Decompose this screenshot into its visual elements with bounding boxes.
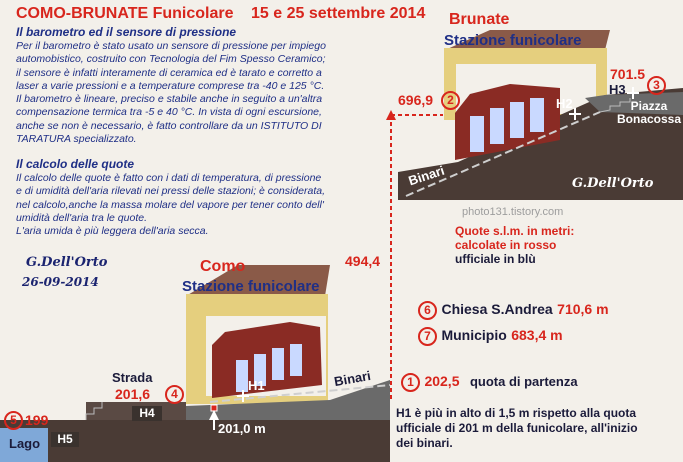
landmark-name: Municipio xyxy=(441,327,507,343)
piazza-bonacossa xyxy=(617,100,681,126)
footnote-line: dei binari. xyxy=(396,436,453,450)
text-line: L'aria umida è più leggera dell'aria secca. xyxy=(16,225,209,238)
text-line: laser a varie pressioni e a temperature comprese tra -40 e 125 °C. xyxy=(16,79,325,92)
text-line: umidità dell'aria tra le quote. xyxy=(16,211,147,224)
marker-3: 3 xyxy=(647,76,666,95)
h3-altitude: 701.5 xyxy=(610,66,646,82)
marker-1: 1 xyxy=(401,373,420,392)
h5-label: H5 xyxy=(51,432,79,447)
watermark: photo131.tistory.com xyxy=(462,206,564,218)
footnote-line: ufficiale di 201 m della funicolare, all'inizio xyxy=(396,421,638,435)
legend-line: ufficiale in blù xyxy=(455,252,536,266)
text-line: Per il barometro è stato usato un sensore di pressione per impiego xyxy=(16,40,326,52)
footnote-line: H1 è più in alto di 1,5 m rispetto alla quota xyxy=(396,406,637,420)
h4-label: H4 xyxy=(132,406,162,421)
section-heading-barometro: Il barometro ed il sensore di pressione xyxy=(16,25,237,39)
h1-label: H1 xyxy=(248,378,265,393)
legend-line: Quote s.l.m. in metri: xyxy=(455,224,575,238)
text-line: il sensore è infatti interamente di ceramica ed è tarato e corretto a xyxy=(16,66,322,79)
landmark-chiesa xyxy=(418,301,609,320)
text-line: e di umidità dell'aria rilevati nei pressi delle stazioni; è considerata, xyxy=(16,185,325,198)
strada-altitude: 201,6 xyxy=(115,386,151,402)
text-line: Il barometro è lineare, preciso e stabile anche in seguito a un'altra xyxy=(16,93,323,106)
board-title: COMO-BRUNATE Funicolare xyxy=(16,5,234,22)
text-line: TARATURA specializzato. xyxy=(16,133,137,146)
h2-label: H2 xyxy=(556,96,573,111)
footnote xyxy=(396,406,638,451)
official-altitude: 201,0 m xyxy=(218,421,266,436)
marker-4: 4 xyxy=(165,385,184,404)
legend xyxy=(455,224,574,266)
h3-label: H3 xyxy=(609,82,626,97)
text-line: Il calcolo delle quote è fatto con i dati di temperatura, di pressione xyxy=(16,172,322,184)
strada-label: Strada xyxy=(112,370,153,385)
como-title: Como xyxy=(200,258,246,275)
text-line: automobistico, costruito con Tecnologia del Fim Spesso Ceramico; xyxy=(16,53,326,66)
como-subtitle: Stazione funicolare xyxy=(182,278,320,295)
brunate-signature: G.Dell'Orto xyxy=(572,176,654,191)
board-dates: 15 e 25 settembre 2014 xyxy=(251,5,426,22)
piazza-line: Bonacossa xyxy=(617,112,682,126)
altitude-difference: 494,4 xyxy=(345,253,381,269)
signature: G.Dell'Orto xyxy=(26,255,108,270)
landmark-value: 710,6 m xyxy=(557,301,609,317)
landmark-value: 683,4 m xyxy=(511,327,563,343)
lago-label: Lago xyxy=(9,436,41,451)
como-binari: Binari xyxy=(332,367,372,390)
marker-5: 5 xyxy=(4,411,23,430)
legend-line: calcolate in rosso xyxy=(455,238,557,252)
start-altitude xyxy=(401,373,578,392)
start-altitude-value: 202,5 xyxy=(424,373,460,389)
text-line: compensazione termica tra -5 e 40 °C. In vista di ogni escursione, xyxy=(16,106,322,119)
lago-altitude: 199 xyxy=(25,412,49,428)
text-line: nel calcolo,anche la massa molare del vapore per tener conto dell' xyxy=(16,198,324,211)
piazza-line: Piazza xyxy=(630,99,668,113)
brunate-station-altitude: 696,9 xyxy=(398,92,434,108)
landmark-municipio xyxy=(418,327,563,346)
marker-6: 6 xyxy=(418,301,437,320)
text-line: anche se non è necessario, è fatto controllare da un ISTITUTO DI xyxy=(16,119,322,132)
signature-date: 26-09-2014 xyxy=(22,275,99,289)
como-car xyxy=(212,322,322,398)
landmark-name: Chiesa S.Andrea xyxy=(441,301,553,317)
brunate-title: Brunate xyxy=(449,11,510,28)
brunate-subtitle: Stazione funicolare xyxy=(444,32,582,49)
start-altitude-text: quota di partenza xyxy=(469,374,578,389)
brunate-binari: Binari xyxy=(406,162,447,189)
marker-2: 2 xyxy=(441,91,460,110)
section-heading-quote: Il calcolo delle quote xyxy=(16,157,135,171)
marker-7: 7 xyxy=(418,327,437,346)
